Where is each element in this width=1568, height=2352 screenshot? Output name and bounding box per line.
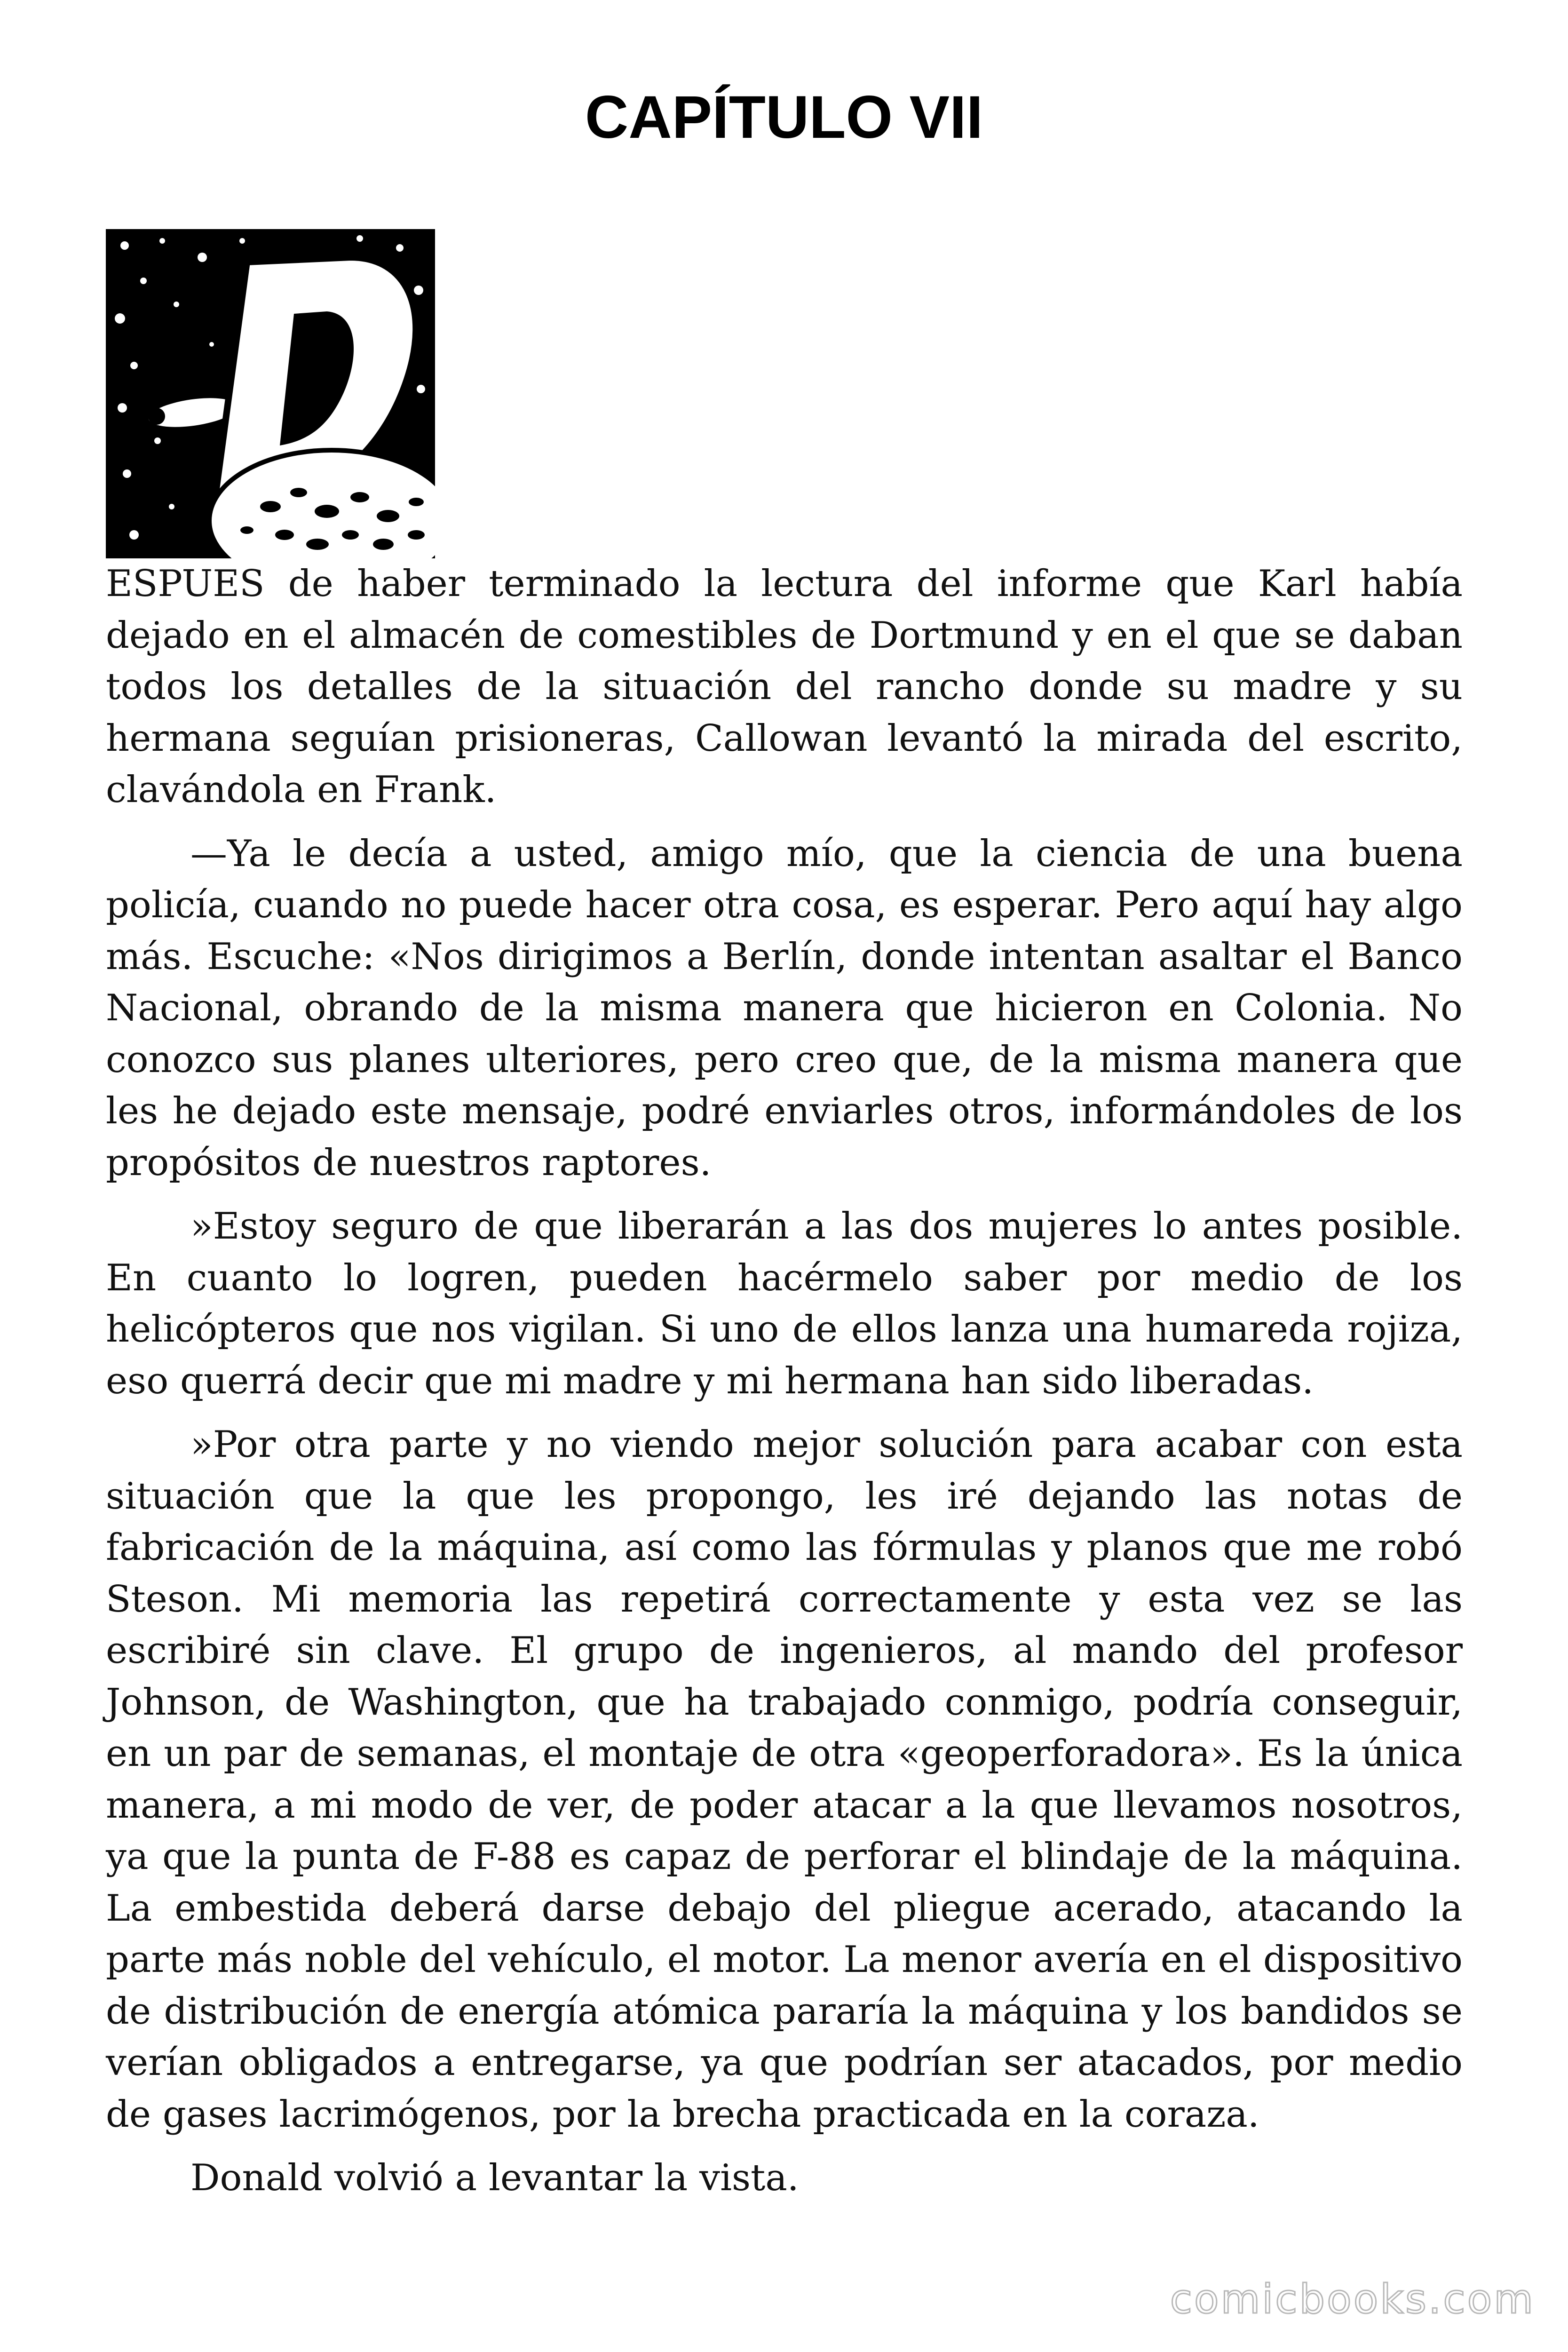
dropcap-d-illustration bbox=[106, 229, 435, 558]
paragraph-3: »Estoy seguro de que liberarán a las dos mujeres lo antes posible. En cuanto lo logren, pueden hacérmelo saber por medio de los helicópteros que nos vigilan. Si uno de ellos lanza una humareda rojiza, eso querrá decir que mi madre y mi hermana han sido liberadas. bbox=[106, 1205, 1463, 1402]
paragraph-5: Donald volvió a levantar la vista. bbox=[190, 2157, 799, 2199]
chapter-body bbox=[106, 558, 1463, 2217]
dropcap-d-icon bbox=[106, 229, 435, 558]
paragraph-4: »Por otra parte y no viendo mejor solución para acabar con esta situación que la que les propongo, les iré dejando las notas de fabricación de la máquina, así como las fórmulas y planos que me robó Steson. Mi memoria las repetirá correctamente y esta vez se las escribiré sin clave. El grupo de ingenieros, al mando del profesor Johnson, de Washington, que ha trabajado conmigo, podría conseguir, en un par de semanas, el montaje de otra «geoperforadora». Es la única manera, a mi modo de ver, de poder atacar a la que llevamos nosotros, ya que la punta de F-88 es capaz de perforar el blindaje de la máquina. La embestida deberá darse debajo del pliegue acerado, atacando la parte más noble del vehículo, el motor. La menor avería en el dispositivo de distribución de energía atómica pararía la máquina y los bandidos se verían obligados a entregarse, ya que podrían ser atacados, por medio de gases lacrimógenos, por la brecha practicada en la coraza. bbox=[106, 1423, 1463, 2136]
watermark: comicbooks.com bbox=[1170, 2276, 1535, 2323]
chapter-title: CAPÍTULO VII bbox=[585, 84, 983, 151]
paragraph-2: —Ya le decía a usted, amigo mío, que la ciencia de una buena policía, cuando no puede hacer otra cosa, es esperar. Pero aquí hay algo más. Escuche: «Nos dirigimos a Berlín, donde intentan asaltar el Banco Nacional, obrando de la misma manera que hicieron en Colonia. No conozco sus planes ulteriores, pero creo que, de la misma manera que les he dejado este mensaje, podré enviarles otros, informándoles de los propósitos de nuestros raptores. bbox=[106, 832, 1463, 1184]
paragraph-1: ESPUES de haber terminado la lectura del informe que Karl había dejado en el almacén de comestibles de Dortmund y en el que se daban todos los detalles de la situación del rancho donde su madre y su hermana seguían prisioneras, Callowan levantó la mirada del escrito, clavándola en Frank. bbox=[106, 563, 1463, 811]
